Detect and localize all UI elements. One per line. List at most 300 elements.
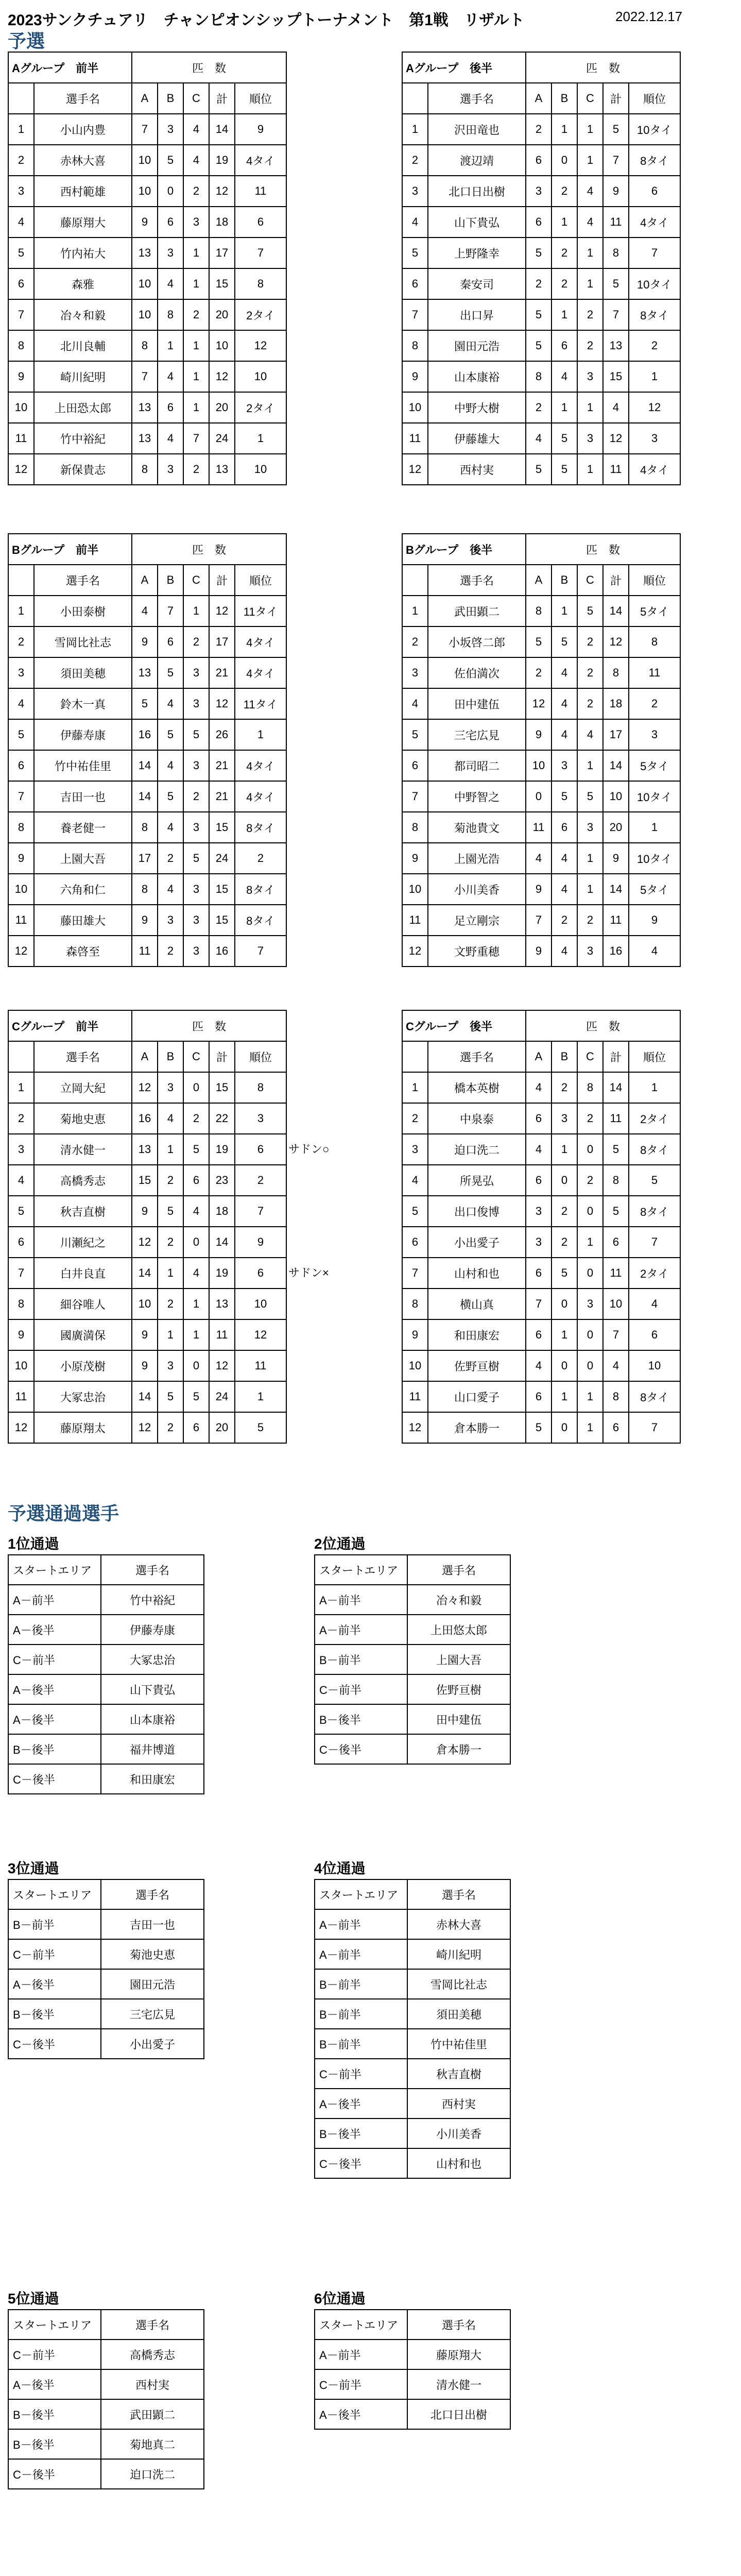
cell: 8 [629, 626, 680, 657]
cell: 文野重穂 [428, 936, 526, 967]
table-row [8, 1381, 286, 1412]
cell: 11 [603, 454, 629, 485]
cell: 3 [158, 114, 183, 145]
cell: 9 [402, 1319, 428, 1350]
cell: 2 [158, 1227, 183, 1258]
cell: 3 [183, 207, 209, 238]
cell: 7 [183, 423, 209, 454]
cell: 13 [132, 238, 158, 268]
cell: 10 [402, 874, 428, 905]
cell: 1 [8, 114, 34, 145]
start-area: A－後半 [8, 1969, 101, 1999]
table-row [402, 596, 680, 626]
cell: 3 [183, 936, 209, 967]
cell: 倉本勝一 [428, 1412, 526, 1443]
col-header-b: B [158, 565, 183, 596]
player-name: 須田美穂 [407, 1999, 510, 2029]
cell: 5 [552, 781, 577, 812]
cell: 立岡大紀 [34, 1072, 132, 1103]
sudden-death-note: サドン○ [288, 1143, 330, 1156]
player-name: 藤原翔大 [407, 2340, 510, 2369]
area-header: スタートエリア [8, 1555, 101, 1585]
cell: 山本康裕 [428, 361, 526, 392]
cell: 2 [158, 843, 183, 874]
player-name: 園田元浩 [101, 1969, 204, 1999]
table-row [8, 1969, 204, 1999]
cell: 12 [526, 688, 552, 719]
cell: 4 [402, 688, 428, 719]
table-row [402, 750, 680, 781]
table-row [8, 1909, 204, 1939]
cell: 8 [132, 874, 158, 905]
cell: 西村実 [428, 454, 526, 485]
cell: 3 [577, 361, 603, 392]
start-area: C－前半 [8, 2340, 101, 2369]
cell: 6 [235, 1258, 286, 1289]
cell: 18 [603, 688, 629, 719]
cell: 4タイ [235, 781, 286, 812]
player-name: 山本康裕 [101, 1704, 204, 1734]
cell: 23 [209, 1165, 235, 1196]
table-row [8, 361, 286, 392]
cell: 3 [629, 423, 680, 454]
cell: 2 [577, 1165, 603, 1196]
table-row [315, 1645, 510, 1674]
cell: 5 [402, 719, 428, 750]
cell: 5 [183, 719, 209, 750]
cell: 小川美香 [428, 874, 526, 905]
cell: 2 [402, 145, 428, 176]
name-header: 選手名 [407, 1879, 510, 1909]
cell: 4タイ [629, 207, 680, 238]
start-area: B－前半 [8, 1909, 101, 1939]
cell: 9 [235, 1227, 286, 1258]
cell: 8 [603, 1381, 629, 1412]
player-name: 西村実 [101, 2369, 204, 2399]
cell: 2 [552, 905, 577, 936]
table-row [8, 1227, 286, 1258]
table-row [402, 1350, 680, 1381]
cell: 1 [183, 1319, 209, 1350]
cell: 13 [132, 423, 158, 454]
cell: 8 [8, 330, 34, 361]
cell: 2 [8, 1103, 34, 1134]
cell: 竹内祐大 [34, 238, 132, 268]
cell: 19 [209, 1258, 235, 1289]
cell: 3 [158, 238, 183, 268]
qual-title-q1: 1位通過 [8, 1536, 59, 1552]
table-row [315, 2399, 510, 2429]
table-row [8, 1134, 286, 1165]
table-row [8, 454, 286, 485]
cell: 1 [183, 330, 209, 361]
cell: 0 [577, 1258, 603, 1289]
cell: 2 [629, 330, 680, 361]
table-row [8, 812, 286, 843]
cell: 4タイ [629, 454, 680, 485]
cell: 11 [235, 1350, 286, 1381]
table-row [8, 423, 286, 454]
cell: 14 [132, 1258, 158, 1289]
cell: 細谷唯人 [34, 1289, 132, 1319]
cell: 3 [577, 936, 603, 967]
cell: 山下貴弘 [428, 207, 526, 238]
cell: 武田顕二 [428, 596, 526, 626]
cell: 8 [132, 330, 158, 361]
start-area: B－後半 [315, 1704, 407, 1734]
cell: 竹中裕紀 [34, 423, 132, 454]
player-name: 福井博道 [101, 1734, 204, 1764]
cell: 9 [526, 719, 552, 750]
cell: 11 [8, 905, 34, 936]
table-row [8, 596, 286, 626]
cell: 7 [235, 936, 286, 967]
cell: 0 [552, 1350, 577, 1381]
hits-header: 匹 数 [132, 1010, 286, 1041]
cell: 渡辺靖 [428, 145, 526, 176]
table-row [8, 657, 286, 688]
cell: 1 [577, 1227, 603, 1258]
cell: 藤原翔大 [34, 207, 132, 238]
section-prelim-title: 予選 [8, 30, 45, 52]
cell: 1 [402, 596, 428, 626]
cell: 13 [209, 1289, 235, 1319]
cell: 9 [132, 1319, 158, 1350]
cell: 1 [577, 874, 603, 905]
cell: 8 [526, 596, 552, 626]
cell: 10 [235, 361, 286, 392]
col-header-rank: 順位 [629, 83, 680, 114]
cell: 6 [629, 1319, 680, 1350]
cell: 1 [577, 843, 603, 874]
cell: 7 [132, 361, 158, 392]
qual-table-q4 [314, 1879, 511, 2179]
cell: 5 [8, 719, 34, 750]
cell: 7 [603, 1319, 629, 1350]
cell: 14 [603, 596, 629, 626]
cell: 1 [552, 114, 577, 145]
cell: 6 [402, 268, 428, 299]
cell: 6 [8, 1227, 34, 1258]
cell: 2 [526, 392, 552, 423]
table-row [402, 1196, 680, 1227]
cell: 7 [603, 145, 629, 176]
cell: 上野隆幸 [428, 238, 526, 268]
cell: 9 [8, 1319, 34, 1350]
cell: 7 [629, 1227, 680, 1258]
cell: 1 [577, 1412, 603, 1443]
cell: 20 [603, 812, 629, 843]
cell: 9 [603, 176, 629, 207]
col-header-rank: 順位 [629, 565, 680, 596]
cell: 10 [603, 781, 629, 812]
group-title: Aグループ 後半 [402, 52, 526, 83]
cell: 8 [603, 1165, 629, 1196]
cell: 新保貴志 [34, 454, 132, 485]
table-row [315, 2369, 510, 2399]
table-row [8, 1289, 286, 1319]
cell: 8タイ [235, 905, 286, 936]
name-header: 選手名 [101, 2310, 204, 2340]
group-table-a1 [8, 52, 287, 485]
event-date: 2022.12.17 [615, 9, 683, 24]
cell: 4 [183, 1196, 209, 1227]
col-header-a: A [132, 565, 158, 596]
cell: 9 [526, 874, 552, 905]
start-area: A－後半 [8, 2369, 101, 2399]
cell: 7 [8, 1258, 34, 1289]
cell: 5 [158, 1196, 183, 1227]
cell: 3 [8, 657, 34, 688]
qual-table-q5 [8, 2309, 204, 2489]
cell: 崎川紀明 [34, 361, 132, 392]
cell: 4 [577, 207, 603, 238]
table-row [402, 688, 680, 719]
player-name: 菊池史恵 [101, 1939, 204, 1969]
cell: 4 [552, 936, 577, 967]
cell: 2 [183, 176, 209, 207]
group-table-c2 [402, 1010, 681, 1444]
cell: 15 [209, 874, 235, 905]
cell: 4タイ [235, 145, 286, 176]
cell: 2 [526, 268, 552, 299]
cell: 5 [526, 299, 552, 330]
cell: 24 [209, 1381, 235, 1412]
blank-cell [8, 565, 34, 596]
cell: 6 [526, 1165, 552, 1196]
cell: 21 [209, 657, 235, 688]
cell: 4 [8, 207, 34, 238]
cell: 11 [603, 1258, 629, 1289]
player-name: 竹中裕紀 [101, 1585, 204, 1615]
cell: 佐伯満次 [428, 657, 526, 688]
group-title: Cグループ 前半 [8, 1010, 132, 1041]
cell: 9 [235, 114, 286, 145]
player-name: 上園大吾 [407, 1645, 510, 1674]
name-header: 選手名 [407, 1555, 510, 1585]
col-header-b: B [552, 1041, 577, 1072]
start-area: A－後半 [8, 1674, 101, 1704]
table-row [315, 1999, 510, 2029]
cell: 4 [132, 596, 158, 626]
table-row [402, 1319, 680, 1350]
cell: 4 [8, 688, 34, 719]
cell: 24 [209, 423, 235, 454]
cell: 2 [552, 1196, 577, 1227]
player-name: 秋吉直樹 [407, 2059, 510, 2089]
table-row [402, 1412, 680, 1443]
cell: 7 [526, 1289, 552, 1319]
cell: 10 [132, 176, 158, 207]
cell: 1 [552, 1134, 577, 1165]
table-row [315, 2089, 510, 2119]
cell: 12 [235, 1319, 286, 1350]
cell: 1 [577, 114, 603, 145]
cell: 出口昇 [428, 299, 526, 330]
cell: 11 [8, 1381, 34, 1412]
cell: 2 [158, 1165, 183, 1196]
table-row [8, 145, 286, 176]
cell: 5 [577, 781, 603, 812]
cell: 10タイ [629, 268, 680, 299]
cell: 2 [183, 1103, 209, 1134]
cell: 9 [132, 626, 158, 657]
cell: 2 [158, 1289, 183, 1319]
player-name: 上田悠太郎 [407, 1615, 510, 1645]
cell: 14 [132, 750, 158, 781]
cell: 17 [209, 626, 235, 657]
table-row [8, 1704, 204, 1734]
table-row [8, 688, 286, 719]
table-row [8, 1615, 204, 1645]
cell: 6 [158, 626, 183, 657]
cell: 西村範雄 [34, 176, 132, 207]
table-row [402, 1258, 680, 1289]
cell: 2タイ [629, 1258, 680, 1289]
cell: 3 [158, 905, 183, 936]
cell: 3 [183, 874, 209, 905]
cell: 4 [158, 812, 183, 843]
cell: 2 [577, 330, 603, 361]
cell: 佐野亘樹 [428, 1350, 526, 1381]
table-row [8, 1103, 286, 1134]
cell: 川瀬紀之 [34, 1227, 132, 1258]
cell: 12 [132, 1227, 158, 1258]
cell: 12 [402, 936, 428, 967]
table-row [8, 843, 286, 874]
cell: 11タイ [235, 688, 286, 719]
player-name: 崎川紀明 [407, 1939, 510, 1969]
cell: 所晃弘 [428, 1165, 526, 1196]
cell: 藤原翔太 [34, 1412, 132, 1443]
cell: 17 [209, 238, 235, 268]
cell: 9 [8, 843, 34, 874]
cell: 5 [526, 330, 552, 361]
cell: 12 [132, 1412, 158, 1443]
table-row [8, 1999, 204, 2029]
table-row [8, 936, 286, 967]
cell: 10 [526, 750, 552, 781]
table-row [402, 114, 680, 145]
cell: 田中建伍 [428, 688, 526, 719]
table-row [402, 1134, 680, 1165]
cell: 5 [132, 688, 158, 719]
cell: 11 [8, 423, 34, 454]
table-row [402, 1227, 680, 1258]
cell: 2 [183, 626, 209, 657]
table-row [315, 1585, 510, 1615]
cell: 6 [402, 1227, 428, 1258]
cell: 16 [132, 719, 158, 750]
cell: 1 [629, 361, 680, 392]
cell: 5 [526, 454, 552, 485]
cell: 3 [158, 1072, 183, 1103]
col-header-name: 選手名 [34, 565, 132, 596]
cell: 4 [552, 657, 577, 688]
table-row [402, 207, 680, 238]
qual-table-q1 [8, 1554, 204, 1794]
cell: 9 [402, 361, 428, 392]
cell: 4 [158, 361, 183, 392]
cell: 4 [526, 423, 552, 454]
table-row [402, 936, 680, 967]
cell: 21 [209, 781, 235, 812]
player-name: 吉田一也 [101, 1909, 204, 1939]
cell: 11 [629, 657, 680, 688]
cell: 15 [209, 268, 235, 299]
start-area: B－前半 [315, 1645, 407, 1674]
cell: 4 [158, 1103, 183, 1134]
cell: 秦安司 [428, 268, 526, 299]
table-row [315, 2119, 510, 2148]
cell: 0 [577, 1350, 603, 1381]
cell: 2タイ [235, 392, 286, 423]
cell: 6 [552, 330, 577, 361]
cell: 15 [603, 361, 629, 392]
player-name: 西村実 [407, 2089, 510, 2119]
cell: 5 [158, 657, 183, 688]
table-row [402, 719, 680, 750]
cell: 1 [552, 207, 577, 238]
cell: 11 [235, 176, 286, 207]
table-row [8, 176, 286, 207]
cell: 12 [8, 1412, 34, 1443]
cell: 1 [158, 330, 183, 361]
table-row [8, 626, 286, 657]
start-area: B－後半 [315, 2119, 407, 2148]
cell: 5 [183, 843, 209, 874]
cell: 横山真 [428, 1289, 526, 1319]
start-area: A－後半 [8, 1704, 101, 1734]
table-row [8, 719, 286, 750]
cell: 16 [132, 1103, 158, 1134]
cell: 3 [526, 1196, 552, 1227]
cell: 4 [603, 392, 629, 423]
cell: 8 [235, 268, 286, 299]
table-row [402, 299, 680, 330]
start-area: C－前半 [315, 1674, 407, 1704]
area-header: スタートエリア [315, 1879, 407, 1909]
cell: 5タイ [629, 750, 680, 781]
cell: 伊藤雄大 [428, 423, 526, 454]
hits-header: 匹 数 [526, 1010, 680, 1041]
cell: 6 [526, 1103, 552, 1134]
cell: 7 [526, 905, 552, 936]
cell: 秋吉直樹 [34, 1196, 132, 1227]
cell: 4 [577, 719, 603, 750]
table-row [402, 657, 680, 688]
cell: 赤林大喜 [34, 145, 132, 176]
cell: 10タイ [629, 843, 680, 874]
cell: 13 [603, 330, 629, 361]
start-area: C－前半 [315, 2369, 407, 2399]
table-row [315, 1939, 510, 1969]
player-name: 大冢忠治 [101, 1645, 204, 1674]
cell: 11 [402, 1381, 428, 1412]
qual-title-q2: 2位通過 [314, 1536, 366, 1552]
cell: 1 [158, 1134, 183, 1165]
player-name: 武田顕二 [101, 2399, 204, 2429]
cell: 4 [552, 719, 577, 750]
cell: 15 [209, 812, 235, 843]
cell: 7 [8, 299, 34, 330]
col-header-rank: 順位 [235, 83, 286, 114]
cell: 1 [577, 454, 603, 485]
cell: 3 [183, 657, 209, 688]
cell: 8 [603, 657, 629, 688]
start-area: B－後半 [8, 1999, 101, 2029]
cell: 4 [402, 1165, 428, 1196]
